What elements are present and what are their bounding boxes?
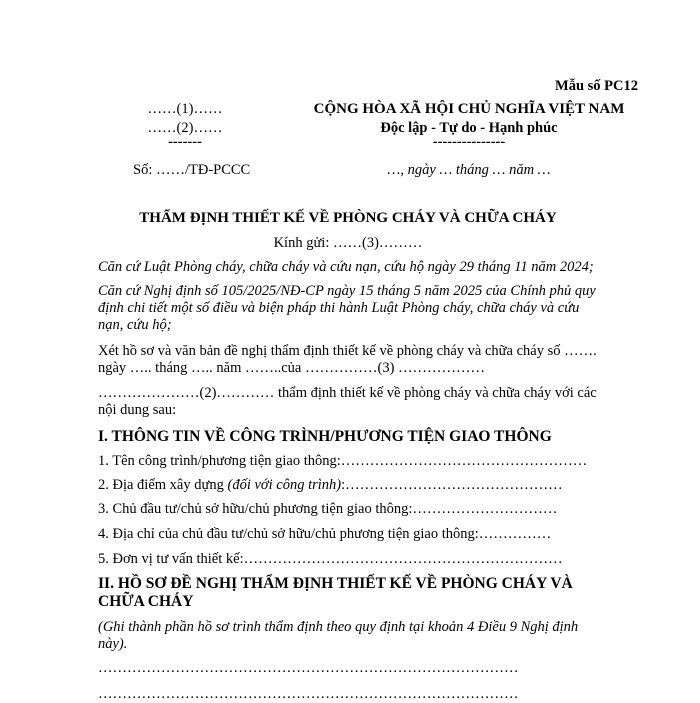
dotted-line-1: …………………………………………………………………………… [98,660,519,676]
agency-divider: ------- [168,134,202,150]
motto-divider: --------------- [432,134,506,150]
issue-date: …, ngày … tháng … năm … [387,162,551,178]
document-title: THẨM ĐỊNH THIẾT KẾ VỀ PHÒNG CHÁY VÀ CHỮA CHÁY [139,210,557,226]
item-2-italic-note: (đối với công trình) [227,477,342,493]
section-1-item-3: 3. Chủ đầu tư/chủ sở hữu/chủ phương tiện giao thông:………………………… [98,501,558,517]
agency-line-1: ……(1)…… [147,101,223,117]
section-1-heading: I. THÔNG TIN VỀ CÔNG TRÌNH/PHƯƠNG TIỆN GIAO THÔNG [98,428,552,445]
section-1-item-2 [98,477,563,494]
form-code: Mẫu số PC12 [555,78,638,94]
section-2-note: (Ghi thành phần hồ sơ trình thẩm định theo quy định tại khoản 4 Điều 9 Nghị định này). [98,619,579,652]
section-1-item-5: 5. Đơn vị tư vấn thiết kế:………………………………………………………… [98,551,563,567]
item-2-dots: :……………………………………… [341,477,563,493]
legal-basis-1: Căn cứ Luật Phòng cháy, chữa cháy và cứu nạn, cứu hộ ngày 29 tháng 11 năm 2024; [98,259,594,275]
document-number: Số: ……/TĐ-PCCC [133,162,251,178]
section-2-heading: II. HỒ SƠ ĐỀ NGHỊ THẨM ĐỊNH THIẾT KẾ VỀ PHÒNG CHÁY VÀ CHỮA CHÁY [98,575,573,610]
legal-basis-2: Căn cứ Nghị định số 105/2025/NĐ-CP ngày 15 tháng 5 năm 2025 của Chính phủ quy định chi tiết một số điều và biện pháp thi hành Luật Phòng cháy, chữa cháy và cứu nạn, cứu hộ; [98,283,596,333]
section-1-item-1: 1. Tên công trình/phương tiện giao thông:…………………………………………… [98,453,588,469]
agency-line-2: ……(2)…… [147,120,223,136]
item-2-text: 2. Địa điểm xây dựng [98,477,228,493]
nation-title: CỘNG HÒA XÃ HỘI CHỦ NGHĨA VIỆT NAM [313,101,625,117]
recipient-line: Kính gửi: ……(3)……… [273,235,423,251]
national-motto: Độc lập - Tự do - Hạnh phúc [380,120,558,136]
review-paragraph: Xét hồ sơ và văn bản đề nghị thẩm định thiết kế về phòng cháy và chữa cháy số ……. ngày ….. tháng ….. năm ……..của ……………(3) ……………… [98,343,597,376]
section-1-item-4: 4. Địa chỉ của chủ đầu tư/chủ sở hữu/chủ phương tiện giao thông:…………… [98,526,552,542]
dotted-line-2: …………………………………………………………………………… [98,686,519,702]
appraisal-paragraph: …………………(2)………… thẩm định thiết kế về phòng cháy và chữa cháy với các nội dung sau: [98,385,597,418]
